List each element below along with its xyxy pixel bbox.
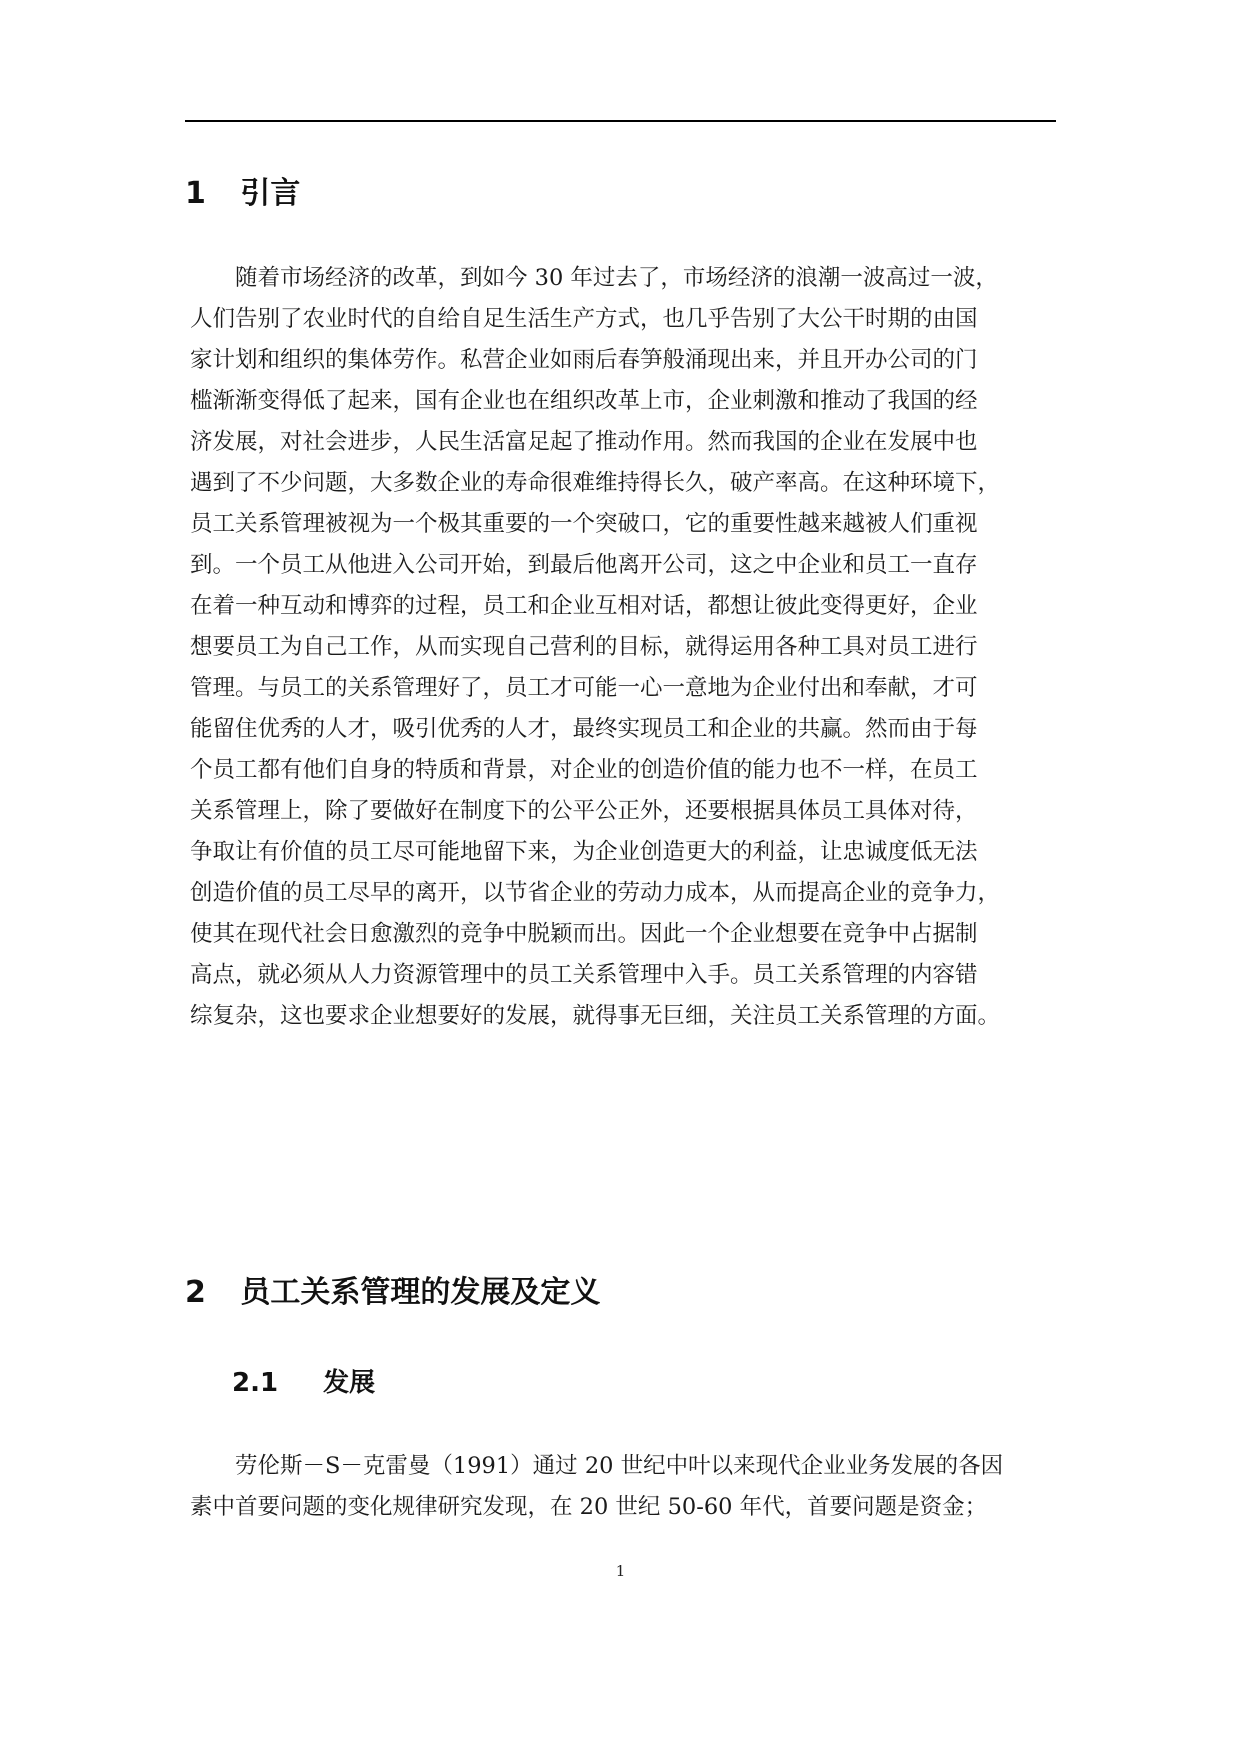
paragraph-line: 关系管理上，除了要做好在制度下的公平公正外，还要根据具体员工具体对待，: [190, 798, 978, 824]
paragraph-line: 家计划和组织的集体劳作。私营企业如雨后春笋般涌现出来，并且开办公司的门: [190, 347, 978, 373]
paragraph-line: 济发展，对社会进步，人民生活富足起了推动作用。然而我国的企业在发展中也: [190, 429, 978, 455]
paragraph-line: 管理。与员工的关系管理好了，员工才可能一心一意地为企业付出和奉献，才可: [190, 675, 978, 701]
paragraph-line: 综复杂，这也要求企业想要好的发展，就得事无巨细，关注员工关系管理的方面。: [190, 1003, 1001, 1029]
section-2-1-heading: [232, 1365, 375, 1401]
header-rule: [185, 120, 1056, 122]
paragraph-line: 素中首要问题的变化规律研究发现，在 20 世纪 50-60 年代，首要问题是资金；: [190, 1494, 988, 1520]
paragraph-line: 高点，就必须从人力资源管理中的员工关系管理中入手。员工关系管理的内容错: [190, 962, 978, 988]
paragraph-line: 在着一种互动和博弈的过程，员工和企业互相对话，都想让彼此变得更好，企业: [190, 593, 978, 619]
paragraph-line: 想要员工为自己工作，从而实现自己营利的目标，就得运用各种工具对员工进行: [190, 634, 978, 660]
paragraph-line: 槛渐渐变得低了起来，国有企业也在组织改革上市，企业刺激和推动了我国的经: [190, 388, 978, 414]
paragraph-line: 人们告别了农业时代的自给自足生活生产方式，也几乎告别了大公干时期的由国: [190, 306, 978, 332]
section-1-paragraph: [190, 258, 1056, 1037]
paragraph-line: 使其在现代社会日愈激烈的竞争中脱颖而出。因此一个企业想要在竞争中占据制: [190, 921, 978, 947]
section-2-1-title: 发展: [323, 1368, 376, 1398]
paragraph-line: 能留住优秀的人才，吸引优秀的人才，最终实现员工和企业的共赢。然而由于每: [190, 716, 978, 742]
page-number: 1: [615, 1562, 626, 1580]
section-1-heading: [185, 174, 300, 214]
paragraph-line: 争取让有价值的员工尽可能地留下来，为企业创造更大的利益，让忠诚度低无法: [190, 839, 978, 865]
paragraph-line: 随着市场经济的改革，到如今 30 年过去了，市场经济的浪潮一波高过一波，: [190, 265, 998, 291]
section-1-title: 引言: [240, 176, 301, 211]
paragraph-line: 员工关系管理被视为一个极其重要的一个突破口，它的重要性越来越被人们重视: [190, 511, 978, 537]
paragraph-line: 创造价值的员工尽早的离开，以节省企业的劳动力成本，从而提高企业的竞争力，: [190, 880, 1001, 906]
paragraph-line: 到。一个员工从他进入公司开始，到最后他离开公司，这之中企业和员工一直存: [190, 552, 978, 578]
paragraph-line: 劳伦斯－S－克雷曼（1991）通过 20 世纪中叶以来现代企业业务发展的各因: [190, 1453, 1004, 1479]
paragraph-line: 遇到了不少问题，大多数企业的寿命很难维持得长久，破产率高。在这种环境下，: [190, 470, 1001, 496]
section-2-heading: [185, 1273, 600, 1313]
section-2-number: 2: [185, 1275, 206, 1310]
paragraph-line: 个员工都有他们自身的特质和背景，对企业的创造价值的能力也不一样，在员工: [190, 757, 978, 783]
section-2-1-number: 2.1: [232, 1368, 279, 1398]
section-2-1-paragraph: [190, 1446, 1056, 1528]
section-1-number: 1: [185, 176, 206, 211]
section-2-title: 员工关系管理的发展及定义: [240, 1275, 601, 1310]
